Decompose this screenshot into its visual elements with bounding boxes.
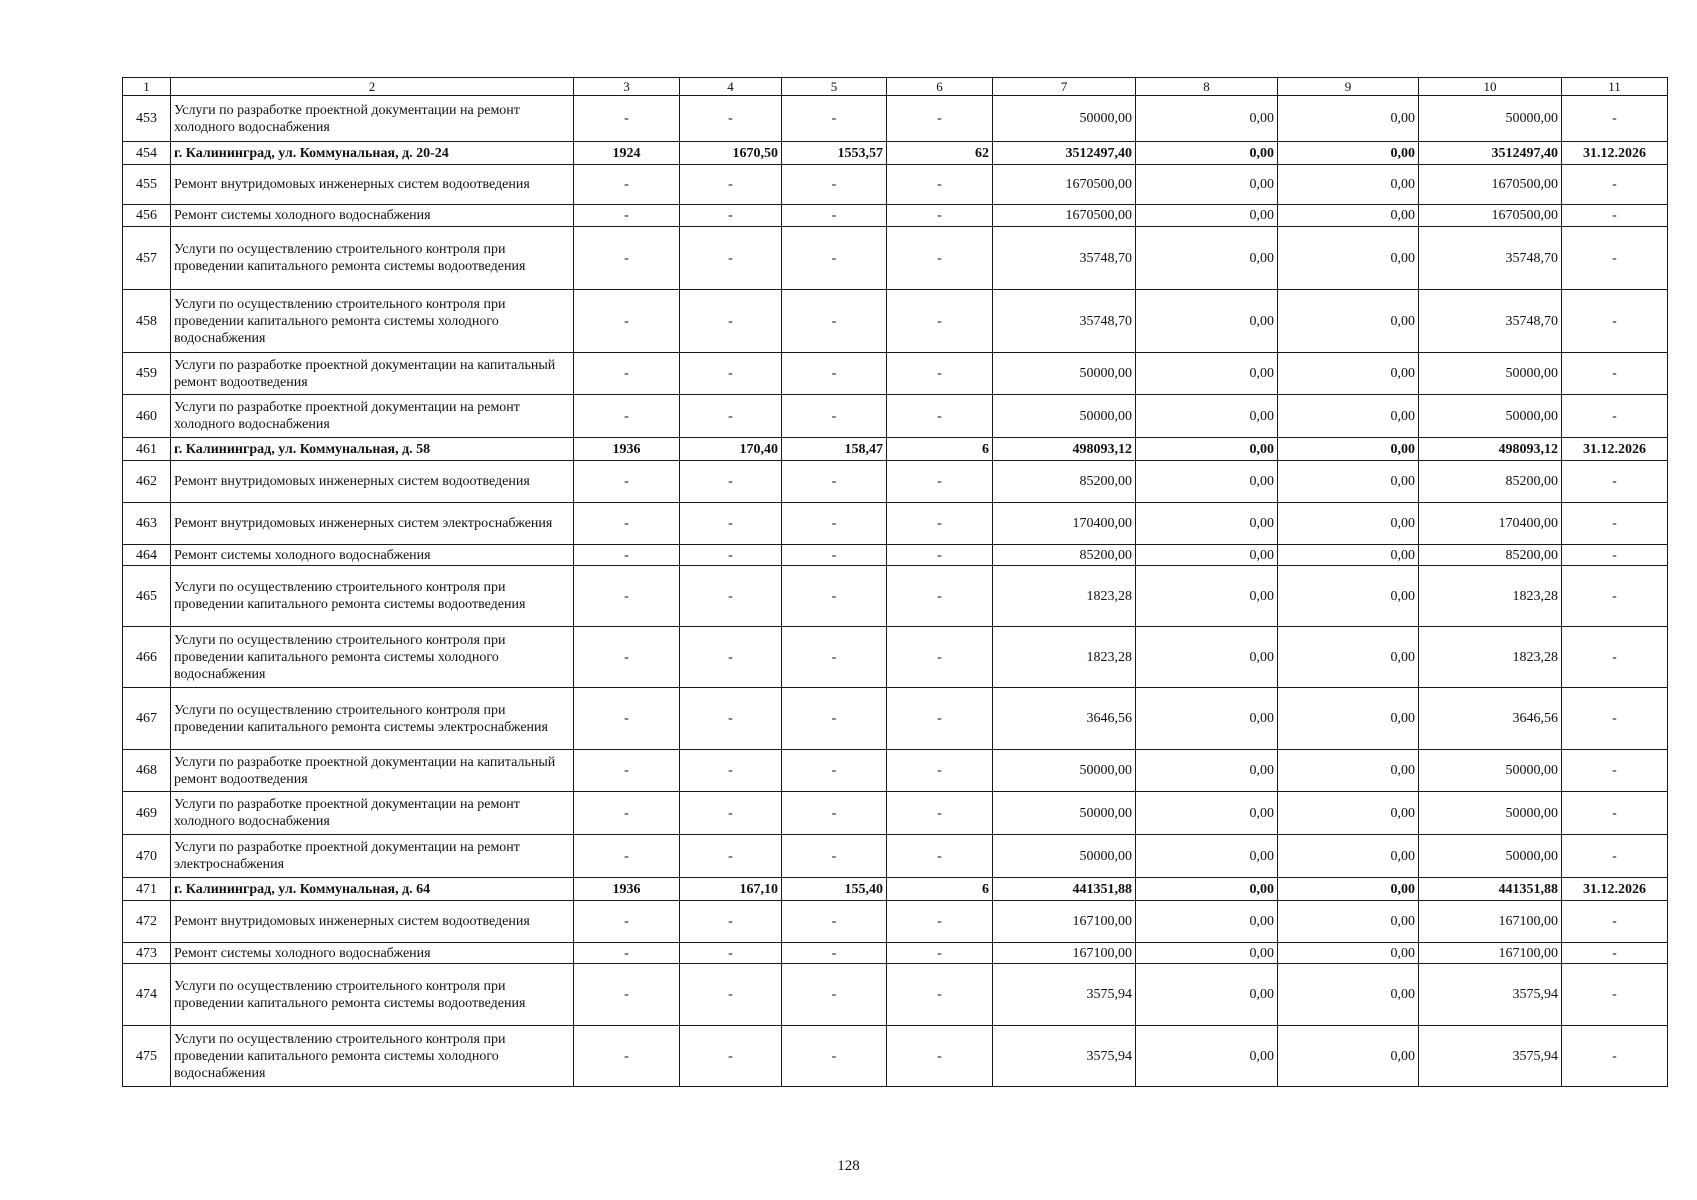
work-item-row bbox=[123, 353, 1668, 395]
year-cell: - bbox=[574, 1026, 680, 1087]
residents-cell: - bbox=[887, 964, 993, 1026]
column-number: 1 bbox=[123, 78, 171, 96]
item-name-cell: Ремонт системы холодного водоснабжения bbox=[171, 545, 574, 566]
year-cell: - bbox=[574, 943, 680, 964]
deadline-cell: - bbox=[1562, 96, 1668, 142]
cost-owners-cell: 50000,00 bbox=[1419, 353, 1562, 395]
address-row bbox=[123, 438, 1668, 461]
row-number-cell: 460 bbox=[123, 395, 171, 438]
work-item-row bbox=[123, 627, 1668, 688]
cost-source-b-cell: 0,00 bbox=[1278, 290, 1419, 353]
work-item-row bbox=[123, 750, 1668, 792]
residents-cell: - bbox=[887, 461, 993, 503]
cost-source-a-cell: 0,00 bbox=[1136, 96, 1278, 142]
total-area-cell: - bbox=[680, 503, 782, 545]
item-name-cell: Услуги по разработке проектной документации на ремонт электроснабжения bbox=[171, 835, 574, 878]
cost-total-cell: 50000,00 bbox=[993, 96, 1136, 142]
cost-total-cell: 50000,00 bbox=[993, 750, 1136, 792]
year-cell: - bbox=[574, 545, 680, 566]
cost-source-b-cell: 0,00 bbox=[1278, 545, 1419, 566]
living-area-cell: - bbox=[782, 290, 887, 353]
item-name-cell: Ремонт внутридомовых инженерных систем водоотведения bbox=[171, 461, 574, 503]
residents-cell: - bbox=[887, 901, 993, 943]
column-number: 5 bbox=[782, 78, 887, 96]
living-area-cell: - bbox=[782, 750, 887, 792]
cost-source-b-cell: 0,00 bbox=[1278, 353, 1419, 395]
cost-total-cell: 50000,00 bbox=[993, 792, 1136, 835]
year-cell: - bbox=[574, 792, 680, 835]
cost-source-a-cell: 0,00 bbox=[1136, 165, 1278, 205]
residents-cell: - bbox=[887, 545, 993, 566]
residents-cell: - bbox=[887, 290, 993, 353]
work-item-row bbox=[123, 964, 1668, 1026]
work-item-row bbox=[123, 943, 1668, 964]
residents-cell: - bbox=[887, 750, 993, 792]
work-item-row bbox=[123, 901, 1668, 943]
row-number-cell: 468 bbox=[123, 750, 171, 792]
row-number-cell: 463 bbox=[123, 503, 171, 545]
cost-source-a-cell: 0,00 bbox=[1136, 835, 1278, 878]
cost-owners-cell: 1670500,00 bbox=[1419, 165, 1562, 205]
cost-source-a-cell: 0,00 bbox=[1136, 545, 1278, 566]
deadline-cell: - bbox=[1562, 227, 1668, 290]
cost-source-b-cell: 0,00 bbox=[1278, 964, 1419, 1026]
living-area-cell: - bbox=[782, 964, 887, 1026]
year-cell: - bbox=[574, 901, 680, 943]
cost-source-b-cell: 0,00 bbox=[1278, 943, 1419, 964]
deadline-cell: - bbox=[1562, 835, 1668, 878]
work-item-row bbox=[123, 205, 1668, 227]
item-name-cell: г. Калининград, ул. Коммунальная, д. 20-24 bbox=[171, 142, 574, 165]
row-number-cell: 472 bbox=[123, 901, 171, 943]
residents-cell: - bbox=[887, 943, 993, 964]
deadline-cell: 31.12.2026 bbox=[1562, 142, 1668, 165]
residents-cell: - bbox=[887, 96, 993, 142]
cost-total-cell: 1670500,00 bbox=[993, 205, 1136, 227]
item-name-cell: Услуги по осуществлению строительного контроля при проведении капитального ремонта системы холодного водоснабжения bbox=[171, 290, 574, 353]
deadline-cell: - bbox=[1562, 503, 1668, 545]
row-number-cell: 465 bbox=[123, 566, 171, 627]
cost-source-b-cell: 0,00 bbox=[1278, 503, 1419, 545]
cost-total-cell: 1823,28 bbox=[993, 627, 1136, 688]
total-area-cell: - bbox=[680, 205, 782, 227]
column-number-row bbox=[123, 78, 1668, 96]
total-area-cell: - bbox=[680, 943, 782, 964]
cost-source-b-cell: 0,00 bbox=[1278, 227, 1419, 290]
column-number: 2 bbox=[171, 78, 574, 96]
column-number: 6 bbox=[887, 78, 993, 96]
living-area-cell: - bbox=[782, 353, 887, 395]
item-name-cell: Услуги по осуществлению строительного контроля при проведении капитального ремонта системы холодного водоснабжения bbox=[171, 627, 574, 688]
cost-owners-cell: 50000,00 bbox=[1419, 792, 1562, 835]
cost-total-cell: 50000,00 bbox=[993, 395, 1136, 438]
deadline-cell: - bbox=[1562, 290, 1668, 353]
document-sheet bbox=[122, 77, 1667, 1087]
cost-source-a-cell: 0,00 bbox=[1136, 964, 1278, 1026]
year-cell: - bbox=[574, 835, 680, 878]
residents-cell: - bbox=[887, 165, 993, 205]
cost-owners-cell: 85200,00 bbox=[1419, 461, 1562, 503]
total-area-cell: - bbox=[680, 353, 782, 395]
year-cell: 1936 bbox=[574, 878, 680, 901]
item-name-cell: Услуги по разработке проектной документации на капитальный ремонт водоотведения bbox=[171, 750, 574, 792]
row-number-cell: 457 bbox=[123, 227, 171, 290]
work-item-row bbox=[123, 165, 1668, 205]
row-number-cell: 474 bbox=[123, 964, 171, 1026]
work-item-row bbox=[123, 545, 1668, 566]
deadline-cell: - bbox=[1562, 901, 1668, 943]
row-number-cell: 470 bbox=[123, 835, 171, 878]
row-number-cell: 455 bbox=[123, 165, 171, 205]
cost-total-cell: 1823,28 bbox=[993, 566, 1136, 627]
column-number: 8 bbox=[1136, 78, 1278, 96]
work-item-row bbox=[123, 503, 1668, 545]
cost-source-b-cell: 0,00 bbox=[1278, 1026, 1419, 1087]
year-cell: - bbox=[574, 395, 680, 438]
residents-cell: - bbox=[887, 566, 993, 627]
deadline-cell: - bbox=[1562, 1026, 1668, 1087]
address-row bbox=[123, 142, 1668, 165]
row-number-cell: 475 bbox=[123, 1026, 171, 1087]
living-area-cell: 1553,57 bbox=[782, 142, 887, 165]
year-cell: - bbox=[574, 688, 680, 750]
item-name-cell: Услуги по осуществлению строительного контроля при проведении капитального ремонта системы водоотведения bbox=[171, 964, 574, 1026]
cost-total-cell: 3575,94 bbox=[993, 964, 1136, 1026]
row-number-cell: 461 bbox=[123, 438, 171, 461]
cost-source-a-cell: 0,00 bbox=[1136, 627, 1278, 688]
cost-source-b-cell: 0,00 bbox=[1278, 627, 1419, 688]
page-number: 128 bbox=[837, 1158, 860, 1174]
total-area-cell: - bbox=[680, 395, 782, 438]
cost-source-a-cell: 0,00 bbox=[1136, 461, 1278, 503]
year-cell: - bbox=[574, 227, 680, 290]
total-area-cell: - bbox=[680, 1026, 782, 1087]
column-number: 9 bbox=[1278, 78, 1419, 96]
living-area-cell: 155,40 bbox=[782, 878, 887, 901]
item-name-cell: Услуги по осуществлению строительного контроля при проведении капитального ремонта системы электроснабжения bbox=[171, 688, 574, 750]
row-number-cell: 454 bbox=[123, 142, 171, 165]
cost-source-a-cell: 0,00 bbox=[1136, 205, 1278, 227]
work-item-row bbox=[123, 835, 1668, 878]
total-area-cell: 167,10 bbox=[680, 878, 782, 901]
deadline-cell: - bbox=[1562, 943, 1668, 964]
year-cell: - bbox=[574, 290, 680, 353]
residents-cell: - bbox=[887, 688, 993, 750]
cost-source-a-cell: 0,00 bbox=[1136, 290, 1278, 353]
cost-source-b-cell: 0,00 bbox=[1278, 96, 1419, 142]
living-area-cell: - bbox=[782, 395, 887, 438]
residents-cell: 62 bbox=[887, 142, 993, 165]
deadline-cell: - bbox=[1562, 205, 1668, 227]
total-area-cell: - bbox=[680, 835, 782, 878]
item-name-cell: Услуги по разработке проектной документации на ремонт холодного водоснабжения bbox=[171, 792, 574, 835]
cost-total-cell: 50000,00 bbox=[993, 353, 1136, 395]
residents-cell: - bbox=[887, 627, 993, 688]
repair-program-table bbox=[122, 77, 1668, 1087]
work-item-row bbox=[123, 227, 1668, 290]
cost-source-b-cell: 0,00 bbox=[1278, 165, 1419, 205]
cost-owners-cell: 3512497,40 bbox=[1419, 142, 1562, 165]
living-area-cell: - bbox=[782, 96, 887, 142]
column-number: 3 bbox=[574, 78, 680, 96]
item-name-cell: Услуги по разработке проектной документации на ремонт холодного водоснабжения bbox=[171, 395, 574, 438]
total-area-cell: - bbox=[680, 96, 782, 142]
deadline-cell: - bbox=[1562, 545, 1668, 566]
total-area-cell: - bbox=[680, 290, 782, 353]
work-item-row bbox=[123, 96, 1668, 142]
cost-source-a-cell: 0,00 bbox=[1136, 353, 1278, 395]
item-name-cell: Услуги по осуществлению строительного контроля при проведении капитального ремонта системы водоотведения bbox=[171, 566, 574, 627]
cost-source-a-cell: 0,00 bbox=[1136, 688, 1278, 750]
work-item-row bbox=[123, 461, 1668, 503]
year-cell: - bbox=[574, 96, 680, 142]
address-row bbox=[123, 878, 1668, 901]
year-cell: - bbox=[574, 205, 680, 227]
cost-total-cell: 3646,56 bbox=[993, 688, 1136, 750]
cost-total-cell: 1670500,00 bbox=[993, 165, 1136, 205]
year-cell: 1924 bbox=[574, 142, 680, 165]
work-item-row bbox=[123, 688, 1668, 750]
deadline-cell: - bbox=[1562, 461, 1668, 503]
work-item-row bbox=[123, 290, 1668, 353]
cost-owners-cell: 1670500,00 bbox=[1419, 205, 1562, 227]
living-area-cell: - bbox=[782, 627, 887, 688]
residents-cell: - bbox=[887, 792, 993, 835]
total-area-cell: - bbox=[680, 165, 782, 205]
work-item-row bbox=[123, 566, 1668, 627]
column-number: 11 bbox=[1562, 78, 1668, 96]
cost-source-a-cell: 0,00 bbox=[1136, 395, 1278, 438]
row-number-cell: 473 bbox=[123, 943, 171, 964]
deadline-cell: - bbox=[1562, 395, 1668, 438]
work-item-row bbox=[123, 792, 1668, 835]
living-area-cell: - bbox=[782, 901, 887, 943]
cost-source-a-cell: 0,00 bbox=[1136, 438, 1278, 461]
deadline-cell: - bbox=[1562, 750, 1668, 792]
cost-total-cell: 170400,00 bbox=[993, 503, 1136, 545]
cost-total-cell: 167100,00 bbox=[993, 943, 1136, 964]
item-name-cell: г. Калининград, ул. Коммунальная, д. 64 bbox=[171, 878, 574, 901]
item-name-cell: г. Калининград, ул. Коммунальная, д. 58 bbox=[171, 438, 574, 461]
cost-total-cell: 50000,00 bbox=[993, 835, 1136, 878]
cost-owners-cell: 1823,28 bbox=[1419, 627, 1562, 688]
cost-source-b-cell: 0,00 bbox=[1278, 901, 1419, 943]
item-name-cell: Ремонт системы холодного водоснабжения bbox=[171, 205, 574, 227]
total-area-cell: 1670,50 bbox=[680, 142, 782, 165]
cost-source-b-cell: 0,00 bbox=[1278, 566, 1419, 627]
year-cell: - bbox=[574, 353, 680, 395]
cost-total-cell: 85200,00 bbox=[993, 545, 1136, 566]
cost-owners-cell: 50000,00 bbox=[1419, 96, 1562, 142]
cost-source-a-cell: 0,00 bbox=[1136, 503, 1278, 545]
cost-total-cell: 498093,12 bbox=[993, 438, 1136, 461]
cost-source-a-cell: 0,00 bbox=[1136, 566, 1278, 627]
year-cell: - bbox=[574, 461, 680, 503]
deadline-cell: - bbox=[1562, 566, 1668, 627]
cost-owners-cell: 85200,00 bbox=[1419, 545, 1562, 566]
deadline-cell: - bbox=[1562, 688, 1668, 750]
deadline-cell: - bbox=[1562, 353, 1668, 395]
cost-source-a-cell: 0,00 bbox=[1136, 1026, 1278, 1087]
work-item-row bbox=[123, 1026, 1668, 1087]
residents-cell: - bbox=[887, 835, 993, 878]
total-area-cell: - bbox=[680, 792, 782, 835]
cost-owners-cell: 1823,28 bbox=[1419, 566, 1562, 627]
living-area-cell: 158,47 bbox=[782, 438, 887, 461]
deadline-cell: - bbox=[1562, 792, 1668, 835]
row-number-cell: 467 bbox=[123, 688, 171, 750]
cost-source-b-cell: 0,00 bbox=[1278, 438, 1419, 461]
total-area-cell: - bbox=[680, 566, 782, 627]
cost-source-a-cell: 0,00 bbox=[1136, 750, 1278, 792]
living-area-cell: - bbox=[782, 566, 887, 627]
cost-owners-cell: 3646,56 bbox=[1419, 688, 1562, 750]
living-area-cell: - bbox=[782, 165, 887, 205]
cost-source-b-cell: 0,00 bbox=[1278, 461, 1419, 503]
item-name-cell: Ремонт внутридомовых инженерных систем водоотведения bbox=[171, 165, 574, 205]
cost-source-a-cell: 0,00 bbox=[1136, 142, 1278, 165]
cost-total-cell: 35748,70 bbox=[993, 290, 1136, 353]
cost-owners-cell: 50000,00 bbox=[1419, 395, 1562, 438]
cost-source-b-cell: 0,00 bbox=[1278, 835, 1419, 878]
year-cell: - bbox=[574, 165, 680, 205]
year-cell: 1936 bbox=[574, 438, 680, 461]
cost-total-cell: 3575,94 bbox=[993, 1026, 1136, 1087]
item-name-cell: Услуги по разработке проектной документации на ремонт холодного водоснабжения bbox=[171, 96, 574, 142]
residents-cell: - bbox=[887, 227, 993, 290]
deadline-cell: - bbox=[1562, 165, 1668, 205]
item-name-cell: Ремонт системы холодного водоснабжения bbox=[171, 943, 574, 964]
total-area-cell: - bbox=[680, 545, 782, 566]
year-cell: - bbox=[574, 627, 680, 688]
living-area-cell: - bbox=[782, 205, 887, 227]
living-area-cell: - bbox=[782, 835, 887, 878]
year-cell: - bbox=[574, 964, 680, 1026]
year-cell: - bbox=[574, 503, 680, 545]
residents-cell: - bbox=[887, 353, 993, 395]
living-area-cell: - bbox=[782, 545, 887, 566]
residents-cell: - bbox=[887, 503, 993, 545]
row-number-cell: 471 bbox=[123, 878, 171, 901]
cost-source-b-cell: 0,00 bbox=[1278, 205, 1419, 227]
deadline-cell: - bbox=[1562, 627, 1668, 688]
cost-owners-cell: 3575,94 bbox=[1419, 964, 1562, 1026]
total-area-cell: - bbox=[680, 461, 782, 503]
cost-owners-cell: 167100,00 bbox=[1419, 901, 1562, 943]
residents-cell: 6 bbox=[887, 878, 993, 901]
deadline-cell: 31.12.2026 bbox=[1562, 878, 1668, 901]
cost-source-b-cell: 0,00 bbox=[1278, 688, 1419, 750]
cost-owners-cell: 167100,00 bbox=[1419, 943, 1562, 964]
living-area-cell: - bbox=[782, 1026, 887, 1087]
cost-owners-cell: 441351,88 bbox=[1419, 878, 1562, 901]
column-number: 7 bbox=[993, 78, 1136, 96]
total-area-cell: 170,40 bbox=[680, 438, 782, 461]
cost-source-b-cell: 0,00 bbox=[1278, 750, 1419, 792]
row-number-cell: 464 bbox=[123, 545, 171, 566]
cost-owners-cell: 50000,00 bbox=[1419, 750, 1562, 792]
cost-source-b-cell: 0,00 bbox=[1278, 878, 1419, 901]
item-name-cell: Ремонт внутридомовых инженерных систем водоотведения bbox=[171, 901, 574, 943]
work-item-row bbox=[123, 395, 1668, 438]
cost-owners-cell: 170400,00 bbox=[1419, 503, 1562, 545]
row-number-cell: 469 bbox=[123, 792, 171, 835]
item-name-cell: Услуги по разработке проектной документации на капитальный ремонт водоотведения bbox=[171, 353, 574, 395]
living-area-cell: - bbox=[782, 503, 887, 545]
item-name-cell: Ремонт внутридомовых инженерных систем электроснабжения bbox=[171, 503, 574, 545]
item-name-cell: Услуги по осуществлению строительного контроля при проведении капитального ремонта системы холодного водоснабжения bbox=[171, 1026, 574, 1087]
total-area-cell: - bbox=[680, 901, 782, 943]
column-number: 10 bbox=[1419, 78, 1562, 96]
cost-total-cell: 167100,00 bbox=[993, 901, 1136, 943]
deadline-cell: - bbox=[1562, 964, 1668, 1026]
year-cell: - bbox=[574, 750, 680, 792]
item-name-cell: Услуги по осуществлению строительного контроля при проведении капитального ремонта системы водоотведения bbox=[171, 227, 574, 290]
cost-total-cell: 441351,88 bbox=[993, 878, 1136, 901]
cost-owners-cell: 498093,12 bbox=[1419, 438, 1562, 461]
table-body bbox=[123, 78, 1668, 1087]
cost-owners-cell: 35748,70 bbox=[1419, 227, 1562, 290]
cost-source-b-cell: 0,00 bbox=[1278, 142, 1419, 165]
living-area-cell: - bbox=[782, 227, 887, 290]
cost-source-a-cell: 0,00 bbox=[1136, 792, 1278, 835]
year-cell: - bbox=[574, 566, 680, 627]
cost-source-a-cell: 0,00 bbox=[1136, 878, 1278, 901]
cost-source-a-cell: 0,00 bbox=[1136, 227, 1278, 290]
cost-source-b-cell: 0,00 bbox=[1278, 792, 1419, 835]
row-number-cell: 466 bbox=[123, 627, 171, 688]
row-number-cell: 456 bbox=[123, 205, 171, 227]
row-number-cell: 459 bbox=[123, 353, 171, 395]
cost-total-cell: 35748,70 bbox=[993, 227, 1136, 290]
column-number: 4 bbox=[680, 78, 782, 96]
cost-total-cell: 85200,00 bbox=[993, 461, 1136, 503]
residents-cell: - bbox=[887, 1026, 993, 1087]
row-number-cell: 453 bbox=[123, 96, 171, 142]
total-area-cell: - bbox=[680, 750, 782, 792]
residents-cell: - bbox=[887, 395, 993, 438]
deadline-cell: 31.12.2026 bbox=[1562, 438, 1668, 461]
cost-total-cell: 3512497,40 bbox=[993, 142, 1136, 165]
residents-cell: 6 bbox=[887, 438, 993, 461]
total-area-cell: - bbox=[680, 688, 782, 750]
cost-owners-cell: 3575,94 bbox=[1419, 1026, 1562, 1087]
total-area-cell: - bbox=[680, 964, 782, 1026]
living-area-cell: - bbox=[782, 792, 887, 835]
residents-cell: - bbox=[887, 205, 993, 227]
cost-source-a-cell: 0,00 bbox=[1136, 943, 1278, 964]
total-area-cell: - bbox=[680, 627, 782, 688]
cost-source-a-cell: 0,00 bbox=[1136, 901, 1278, 943]
cost-owners-cell: 35748,70 bbox=[1419, 290, 1562, 353]
row-number-cell: 462 bbox=[123, 461, 171, 503]
cost-owners-cell: 50000,00 bbox=[1419, 835, 1562, 878]
cost-source-b-cell: 0,00 bbox=[1278, 395, 1419, 438]
row-number-cell: 458 bbox=[123, 290, 171, 353]
living-area-cell: - bbox=[782, 688, 887, 750]
living-area-cell: - bbox=[782, 461, 887, 503]
living-area-cell: - bbox=[782, 943, 887, 964]
total-area-cell: - bbox=[680, 227, 782, 290]
